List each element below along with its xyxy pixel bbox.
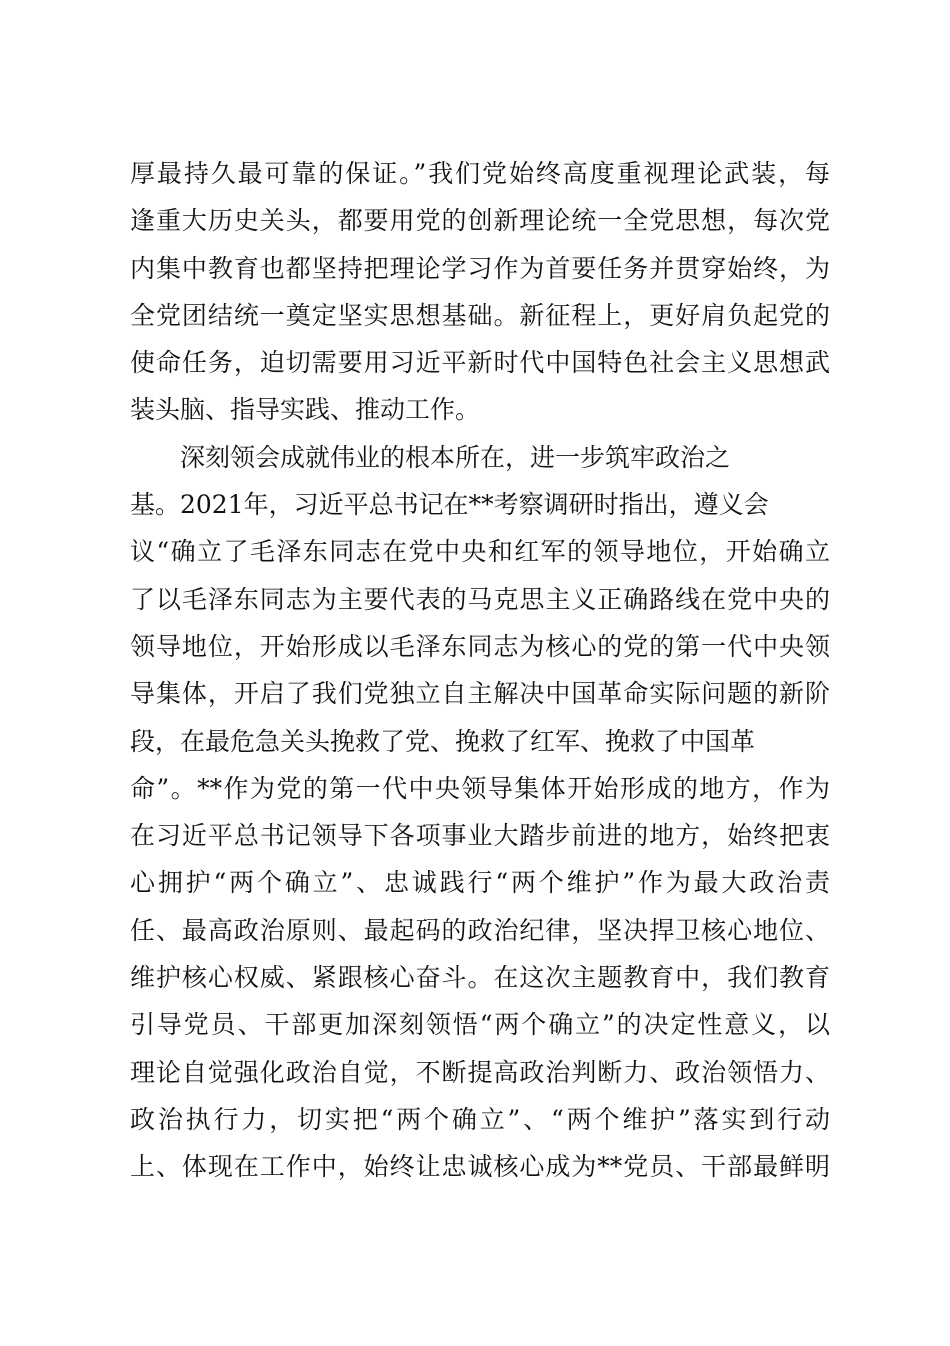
text-line: 议“确立了毛泽东同志在党中央和红军的领导地位，开始确立 (130, 537, 830, 567)
text-line: 政治执行力，切实把“两个确立”、“两个维护”落实到行动 (130, 1104, 830, 1134)
text-line: 任、最高政治原则、最起码的政治纪律，坚决捍卫核心地位、 (130, 915, 830, 945)
text-line: 使命任务，迫切需要用习近平新时代中国特色社会主义思想武 (130, 348, 830, 378)
text-line: 领导地位，开始形成以毛泽东同志为核心的党的第一代中央领 (130, 631, 830, 661)
text-line: 段，在最危急关头挽救了党、挽救了红军、挽救了中国革 (130, 726, 756, 756)
text-line: 命”。**作为党的第一代中央领导集体开始形成的地方，作为 (130, 773, 830, 803)
body-text (130, 150, 830, 1191)
text-line: 上、体现在工作中，始终让忠诚核心成为**党员、干部最鲜明 (130, 1152, 830, 1182)
text-line: 理论自觉强化政治自觉，不断提高政治判断力、政治领悟力、 (130, 1057, 830, 1087)
text-line: 了以毛泽东同志为主要代表的马克思主义正确路线在党中央的 (130, 584, 830, 614)
text-line: 厚最持久最可靠的保证。”我们党始终高度重视理论武装，每 (130, 159, 830, 188)
text-line: 基。2021年，习近平总书记在**考察调研时指出，遵义会 (130, 490, 769, 520)
paragraph-start-line: 深刻领会成就伟业的根本所在，进一步筑牢政治之 (180, 442, 731, 472)
text-line: 引导党员、干部更加深刻领悟“两个确立”的决定性意义，以 (130, 1010, 830, 1040)
text-line: 内集中教育也都坚持把理论学习作为首要任务并贯穿始终，为 (130, 253, 830, 283)
text-line: 维护核心权威、紧跟核心奋斗。在这次主题教育中，我们教育 (130, 963, 830, 993)
text-line: 心拥护“两个确立”、忠诚践行“两个维护”作为最大政治责 (130, 868, 830, 898)
text-line: 装头脑、指导实践、推动工作。 (130, 395, 481, 425)
text-line: 全党团结统一奠定坚实思想基础。新征程上，更好肩负起党的 (130, 300, 830, 330)
text-line: 在习近平总书记领导下各项事业大踏步前进的地方，始终把衷 (130, 821, 830, 851)
text-line: 逢重大历史关头，都要用党的创新理论统一全党思想，每次党 (130, 206, 830, 236)
text-line: 导集体，开启了我们党独立自主解决中国革命实际问题的新阶 (130, 679, 830, 709)
